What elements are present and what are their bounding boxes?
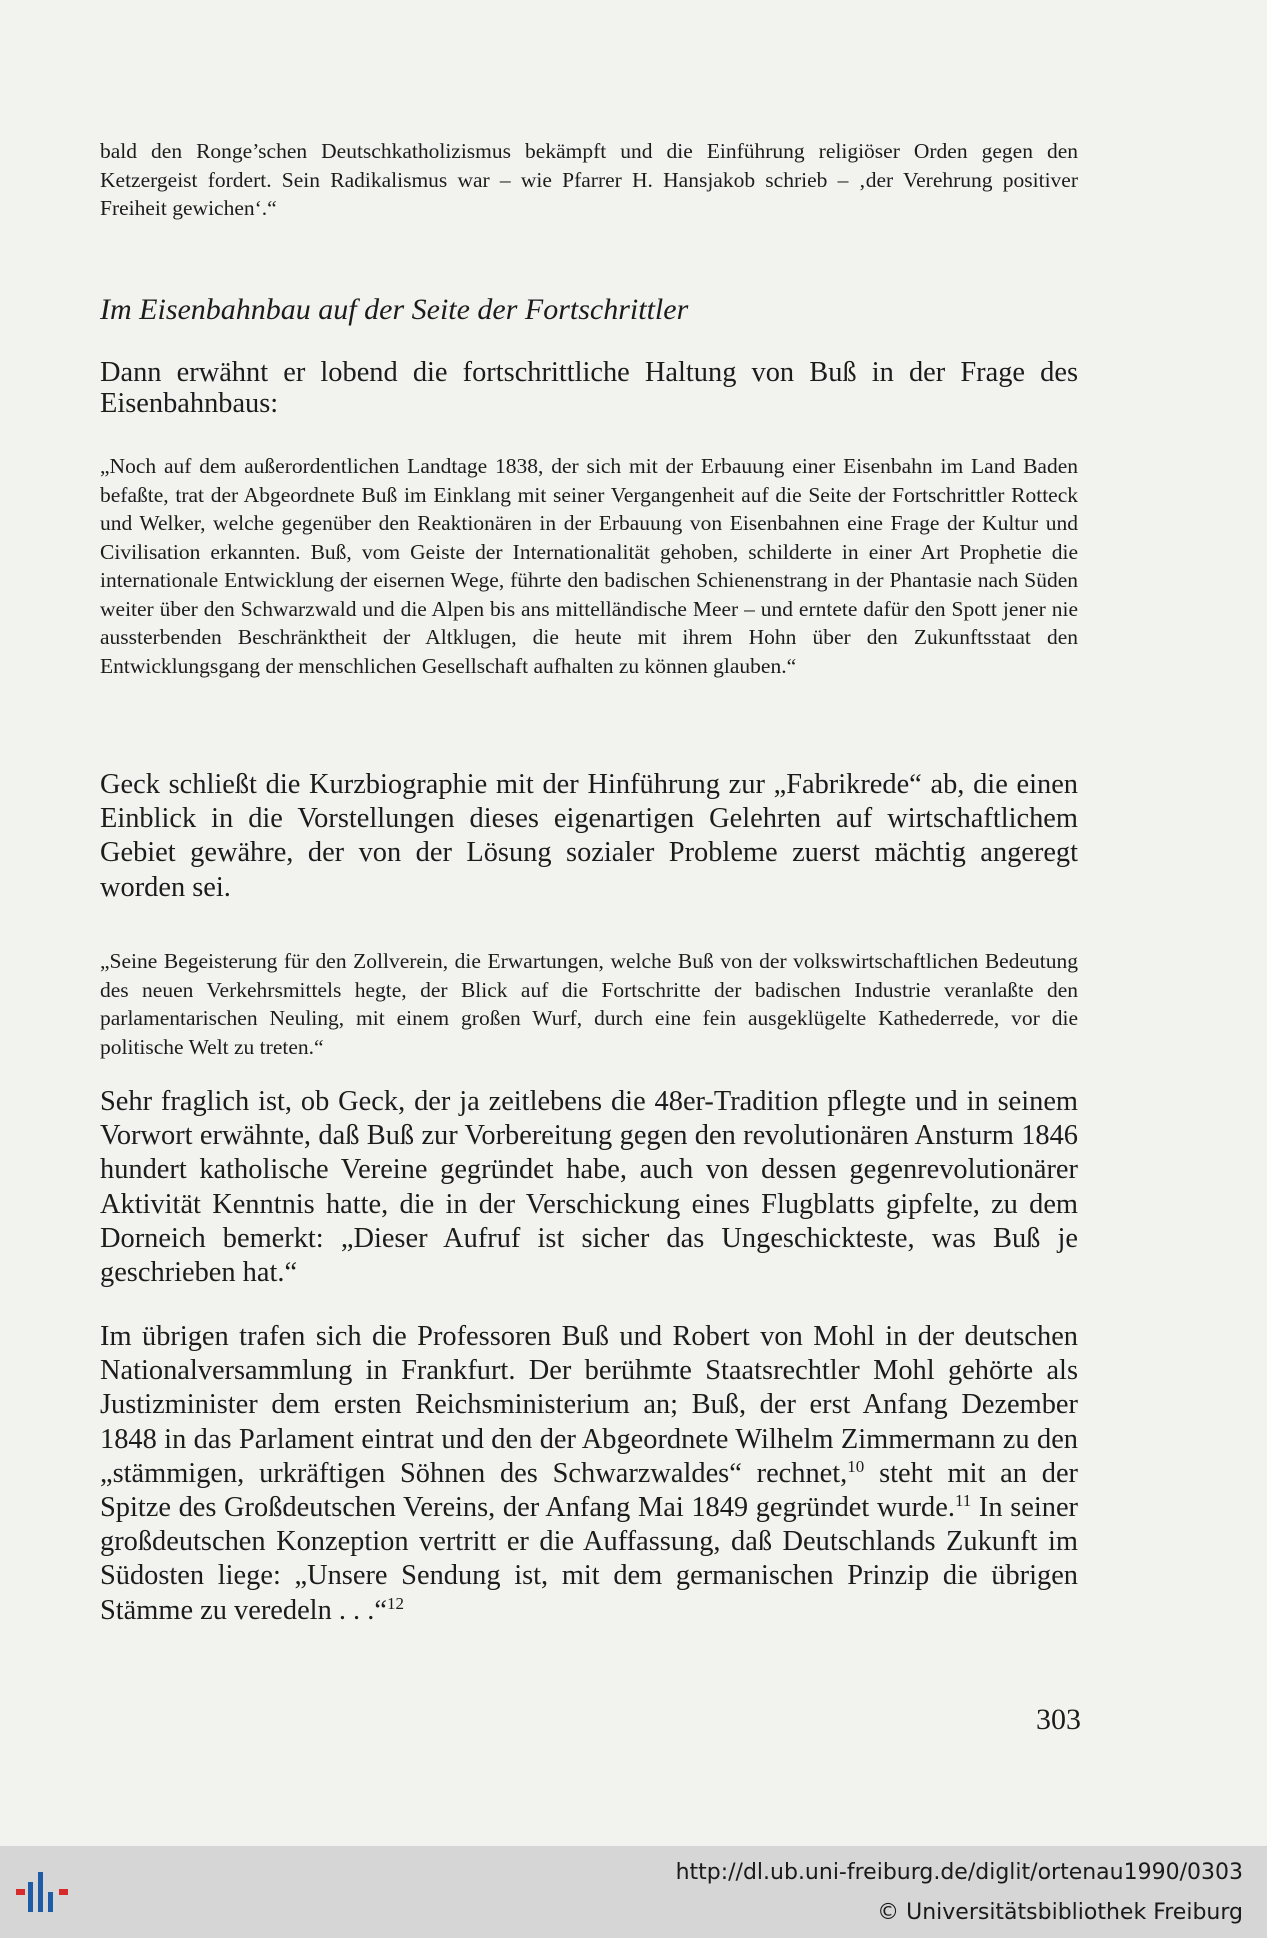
- paragraph-geck: Sehr fraglich ist, ob Geck, der ja zeitlebens die 48er-Tradition pflegte und in seinem Vorwort erwähnte, daß Buß zur Vorbereitung gegen den revolutionären Ansturm 1846 hundert katholische Vereine gegründet habe, auch von dessen gegenrevolutionärer Aktivität Kenntnis hatte, die in der Verschickung eines Flugblatts gipfelte, zu dem Dorneich bemerkt: „Dieser Aufruf ist sicher das Ungeschickteste, was Buß je geschrieben hat.“: [100, 1086, 1078, 1289]
- paragraph-nationalversammlung: [100, 1320, 1078, 1628]
- quote-zollverein: „Seine Begeisterung für den Zollverein, die Erwartungen, welche Buß von der volkswirtschaftlichen Bedeutung des neuen Verkehrsmittels hegte, der Blick auf die Fortschritte der badischen Industrie veranlaßte den parlamentarischen Neuling, mit einem großen Wurf, durch eine fein ausgeklügelte Kathederrede, vor die politische Welt zu treten.“: [100, 949, 1078, 1059]
- paragraph-text: steht mit an der Spitze des Großdeutschen Vereins, der Anfang Mai 1849 gegründet wurde.: [100, 1457, 1079, 1524]
- page-number: 303: [1036, 1703, 1081, 1736]
- footer-copyright: © Universitätsbibliothek Freiburg: [877, 1900, 1243, 1925]
- footnote-ref-11[interactable]: 11: [954, 1491, 972, 1511]
- paragraph-railway-intro: Dann erwähnt er lobend die fortschrittliche Haltung von Buß in der Frage des Eisenbahnbaus:: [100, 357, 1078, 419]
- footer-bar: [0, 1846, 1267, 1938]
- paragraph-fabrikrede: Geck schließt die Kurzbiographie mit der Hinführung zur „Fabrikrede“ ab, die einen Einblick in die Vorstellungen dieses eigenartigen Gelehrten auf wirtschaftlichem Gebiet gewähre, der von der Lösung sozialer Probleme zuerst mächtig angeregt worden sei.: [100, 769, 1078, 903]
- ub-freiburg-logo-icon[interactable]: [14, 1866, 78, 1918]
- quote-railway: „Noch auf dem außerordentlichen Landtage 1838, der sich mit der Erbauung einer Eisenbahn im Land Baden befaßte, trat der Abgeordnete Buß im Einklang mit seiner Vergangenheit auf die Seite der Fortschrittler Rotteck und Welker, welche gegenüber den Reaktionären in der Erbauung von Eisenbahnen eine Frage der Kultur und Civilisation erkannten. Buß, vom Geiste der Internationalität gehoben, schilderte in einer Art Prophetie die internationale Entwicklung der eisernen Wege, führte den badischen Schienenstrang in der Phantasie nach Süden weiter über den Schwarzwald und die Alpen bis ans mittelländische Meer – und erntete dafür den Spott jener nie aussterbenden Beschränktheit der Altklugen, die heute mit ihrem Hohn über den Zukunftsstaat den Entwicklungsgang der menschlichen Gesellschaft aufhalten zu können glauben.“: [100, 454, 1078, 678]
- section-heading: Im Eisenbahnbau auf der Seite der Fortschrittler: [100, 293, 689, 326]
- footer-url-link[interactable]: http://dl.ub.uni-freiburg.de/diglit/ortenau1990/0303: [675, 1860, 1243, 1885]
- intro-paragraph: bald den Ronge’schen Deutschkatholizismus bekämpft und die Einführung religiöser Orden gegen den Ketzergeist fordert. Sein Radikalismus war – wie Pfarrer H. Hansjakob schrieb – ‚der Verehrung positiver Freiheit gewichen‘.“: [100, 139, 1078, 220]
- paragraph-text: In seiner großdeutschen Konzeption vertritt er die Auffassung, daß Deutschlands Zukunft im Südosten liege: „Unsere Sendung ist, mit dem germanischen Prinzip die übrigen Stämme zu veredeln . . .“: [100, 1492, 1078, 1626]
- paragraph-text: Im übrigen trafen sich die Professoren Buß und Robert von Mohl in der deutschen Nationalversammlung in Frankfurt. Der berühmte Staatsrechtler Mohl gehörte als Justizminister dem ersten Reichsministerium an; Buß, der erst Anfang Dezember 1848 in das Parlament eintrat und den der Abgeordnete Wilhelm Zimmermann zu den „stämmigen, urkräftigen Söhnen des Schwarzwaldes“ rechnet,: [100, 1321, 1078, 1489]
- footnote-ref-10[interactable]: 10: [847, 1456, 865, 1476]
- footnote-ref-12[interactable]: 12: [386, 1593, 404, 1613]
